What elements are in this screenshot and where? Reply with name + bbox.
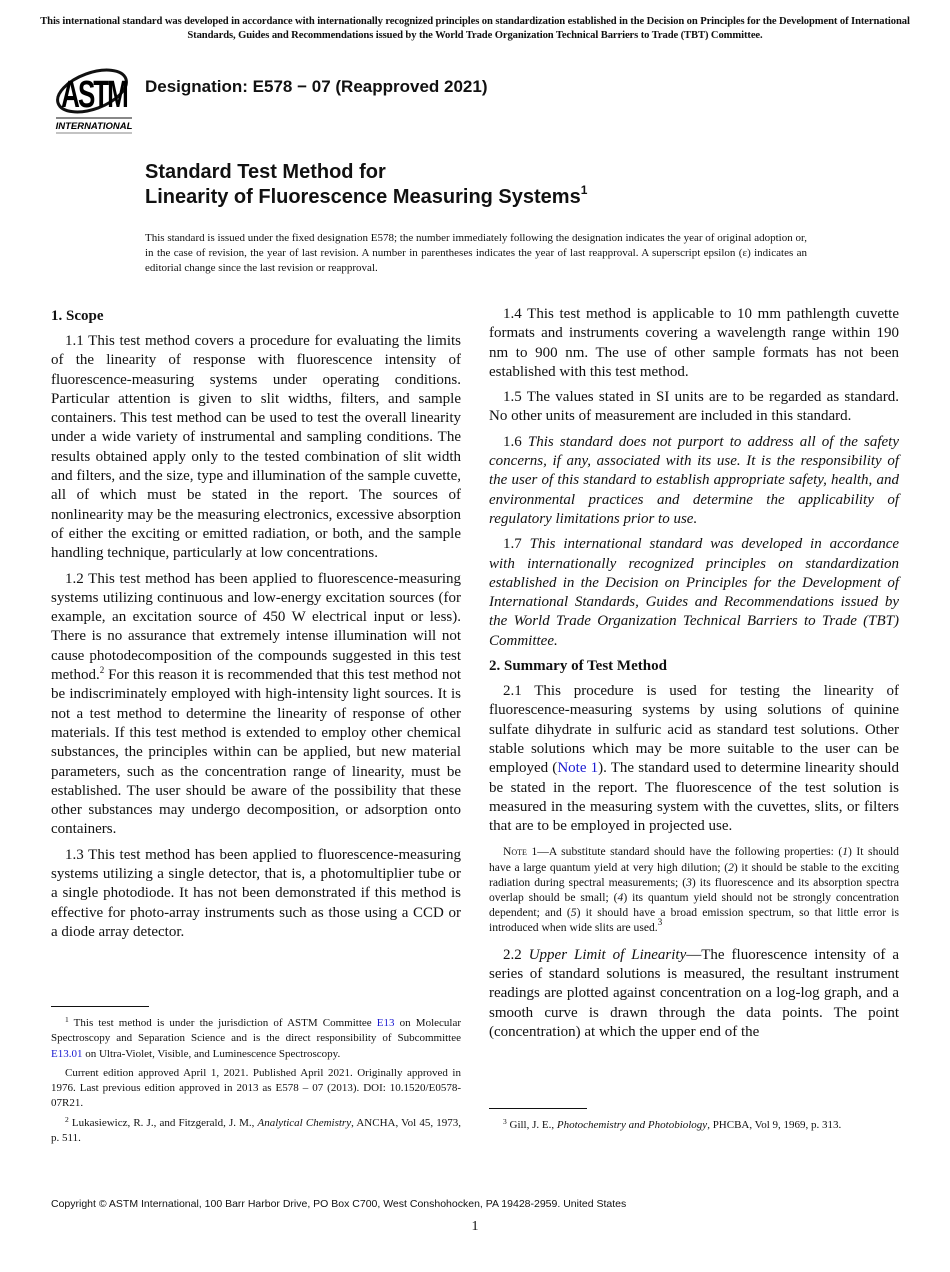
footnote-divider <box>51 1006 149 1007</box>
cross-reference-link[interactable]: E13.01 <box>51 1047 83 1060</box>
text: —The fluorescence intensity of a series of standard solutions is measured, the resultant instrument readings are plotted against concentration on a log-log graph, and a smooth curve is drawn through the data points. The point (concentration) at which the upper end of the <box>489 946 900 1040</box>
italic-text: 2 <box>728 860 734 874</box>
cross-reference-link[interactable]: Note 1 <box>557 760 599 777</box>
italic-text: Analytical Chemistry <box>257 1116 352 1129</box>
tbt-notice: This international standard was developed in accordance with internationally recognized principles on standardization established in the Decision on Principles for the Development of International Standards, Guides and Recommendations issued by the World Trade Organization Technical Barriers to Trade (TBT) Committee. <box>40 16 910 41</box>
text: ) it should be stable to the exciting radiation during spectral measurements; ( <box>489 860 899 889</box>
text: 1.5 The values stated in SI units are to be regarded as standard. No other units of measurement are included in this standard. <box>489 389 899 425</box>
footnote-ref[interactable]: 2 <box>99 665 105 676</box>
document-title <box>145 160 587 210</box>
paragraph <box>489 388 899 427</box>
text: ) it should have a broad emission spectrum, so that little error is introduced when wide slits are used. <box>489 906 899 935</box>
paragraph <box>489 305 899 382</box>
italic-text: Photochemistry and Photobiology <box>556 1119 708 1131</box>
text: ) its fluorescence and its absorption spectra overlap should be small; ( <box>489 875 899 905</box>
italic-text: 1 <box>842 845 849 859</box>
copyright: Copyright © ASTM International, 100 Barr Harbor Drive, PO Box C700, West Conshohocken, PA 19428-2959. United States <box>51 1198 627 1210</box>
title-line-2: Linearity of Fluorescence Measuring Systems <box>145 186 581 208</box>
text: 1. Scope <box>51 308 104 324</box>
text: , ANCHA, Vol 45, 1973, p. 511. <box>51 1116 461 1145</box>
paragraph <box>51 846 461 942</box>
svg-text:ASTM: ASTM <box>61 73 127 116</box>
paragraph <box>489 946 899 1042</box>
text: 1.4 This test method is applicable to 10 mm pathlength cuvette formats and instruments covering a wavelength range within 190 nm to 900 nm. The use of other sample formats has not been established with this test method. <box>489 306 899 380</box>
section-heading <box>51 307 461 326</box>
section-heading <box>489 657 899 676</box>
cross-reference-link[interactable]: E13 <box>376 1017 395 1029</box>
text: For this reason it is recommended that this test method not be indiscriminately employed with high-intensity light sources. It is not a test method to determine the linearity of response of other materials. If this test method is extended to employ other chemical substances, the principles within can be applied, but new material parameters, such as the concentration range of linearity, must be established. The user should be aware of the possibility that these other substances may undergo decomposition, or adsorption onto containers. <box>51 667 461 838</box>
text: on Molecular Spectroscopy and Separation Science and is the direct responsibility of Subcommittee <box>51 1017 462 1045</box>
text: ) It should have a large quantum yield at very high dilution; ( <box>489 845 899 874</box>
text: 2. Summary of Test Method <box>489 658 667 675</box>
footnote-divider <box>489 1108 587 1109</box>
text: 2.1 This procedure is used for testing the linearity of fluorescence-measuring systems by using solutions of quinine sulfate dihydrate in sulfuric acid as standard test solutions. Other stable solutions which may be more suitable to the user can be employed ( <box>489 683 899 777</box>
text: 1.2 This test method has been applied to fluorescence-measuring systems utilizing continuous and low-energy excitation sources (for example, an excitation source of 450 W electrical input or less). There is no assurance that extremely intense illumination will not cause photodecomposition of the compounds suggested in this test method. <box>51 570 461 684</box>
title-line-1: Standard Test Method for <box>145 161 386 183</box>
paragraph <box>51 332 461 564</box>
note-label: Note <box>503 845 527 859</box>
left-column <box>51 307 461 948</box>
text: ). The standard used to determine linearity should be stated in the report. The fluorescence of the test solution is measured in the measuring system with the cuvettes, slits, or filters that are to be employed in projected use. <box>489 760 899 835</box>
footnotes-left <box>51 1016 461 1150</box>
text: 1.7 <box>503 536 530 553</box>
svg-text:INTERNATIONAL: INTERNATIONAL <box>55 121 133 132</box>
footnote <box>51 1066 461 1112</box>
footnote-ref[interactable]: 3 <box>503 1117 507 1126</box>
astm-logo <box>52 55 136 137</box>
text: 1.1 This test method covers a procedure for evaluating the limits of the linearity of response with fluorescence intensity of fluorescence-measuring systems under operating conditions. Particular attention is given to slit widths, filters, and sample containers. This test method can be used to test the overall linearity under a wide variety of instrumental and sampling conditions. The results obtained apply only to the tested combination of slit width and filters, and the size, type and illumination of the sample cuvette, all of which must be stated in the report. The sources of nonlinearity may be the measuring electronics, excessive absorption of either the exciting or emitted radiation, or both, and the sample handling technique, particularly at low concentrations. <box>51 333 461 562</box>
paragraph <box>489 433 899 529</box>
italic-text: This standard does not purport to address all of the safety concerns, if any, associated with its use. It is the responsibility of the user of this standard to establish appropriate safety, health, and environmental practices and determine the applicability of regulatory limitations prior to use. <box>489 433 900 527</box>
footnote <box>51 1016 461 1062</box>
footnote-ref[interactable]: 3 <box>657 917 663 928</box>
italic-text: Upper Limit of Linearity <box>528 946 687 963</box>
italic-text: 4 <box>617 891 624 905</box>
text: Lukasiewicz, R. J., and Fitzgerald, J. M., <box>68 1116 258 1129</box>
text: ) its quantum yield should not be strongly concentration dependent; and ( <box>489 891 900 920</box>
right-column <box>489 305 899 1048</box>
footnote-ref[interactable]: 2 <box>65 1114 69 1124</box>
text: 1.6 <box>503 433 528 450</box>
text: This test method is under the jurisdiction of ASTM Committee <box>68 1017 377 1029</box>
text: 2.2 <box>503 946 529 963</box>
page-number: 1 <box>471 1219 479 1234</box>
footnote <box>489 1118 899 1133</box>
footnote <box>51 1116 461 1147</box>
paragraph <box>51 570 461 840</box>
text: Current edition approved April 1, 2021. Published April 2021. Originally approved in 1976. Last previous edition approved in 2013 as E578 – 07 (2013). DOI: 10.1520/E0578-07R21. <box>51 1066 461 1110</box>
note <box>489 844 899 935</box>
italic-text: 5 <box>570 906 577 920</box>
italic-text: This international standard was developed in accordance with internationally recognized principles on standardization established in the Decision on Principles for the Development of International Standards, Guides and Recommendations issued by the World Trade Organization Technical Barriers to Trade (TBT) Committee. <box>489 536 900 649</box>
footnote-ref[interactable]: 1 <box>65 1015 69 1024</box>
paragraph <box>489 682 899 836</box>
text: , PHCBA, Vol 9, 1969, p. 313. <box>707 1119 842 1131</box>
title-footnote-ref[interactable]: 1 <box>580 183 588 197</box>
footnotes-right <box>489 1118 899 1137</box>
paragraph <box>489 535 899 651</box>
text: 1—A substitute standard should have the following properties: ( <box>526 845 843 859</box>
issuance-note: This standard is issued under the fixed designation E578; the number immediately following the designation indicates the year of original adoption or, in the case of revision, the year of last revision. A number in parentheses indicates the year of last reapproval. A superscript epsilon (ε) indicates an editorial change since the last revision or reapproval. <box>145 232 807 275</box>
designation: Designation: E578 − 07 (Reapproved 2021) <box>145 77 488 96</box>
text: Gill, J. E., <box>506 1119 557 1131</box>
text: on Ultra-Violet, Visible, and Luminescence Spectroscopy. <box>82 1047 341 1060</box>
italic-text: 3 <box>686 875 692 889</box>
text: 1.3 This test method has been applied to fluorescence-measuring systems utilizing a single detector, that is, a photomultiplier tube or a single photodiode. It has not been demonstrated if this method is effective for photo-array instruments such as those using a CCD or a diode array detector. <box>51 846 461 940</box>
